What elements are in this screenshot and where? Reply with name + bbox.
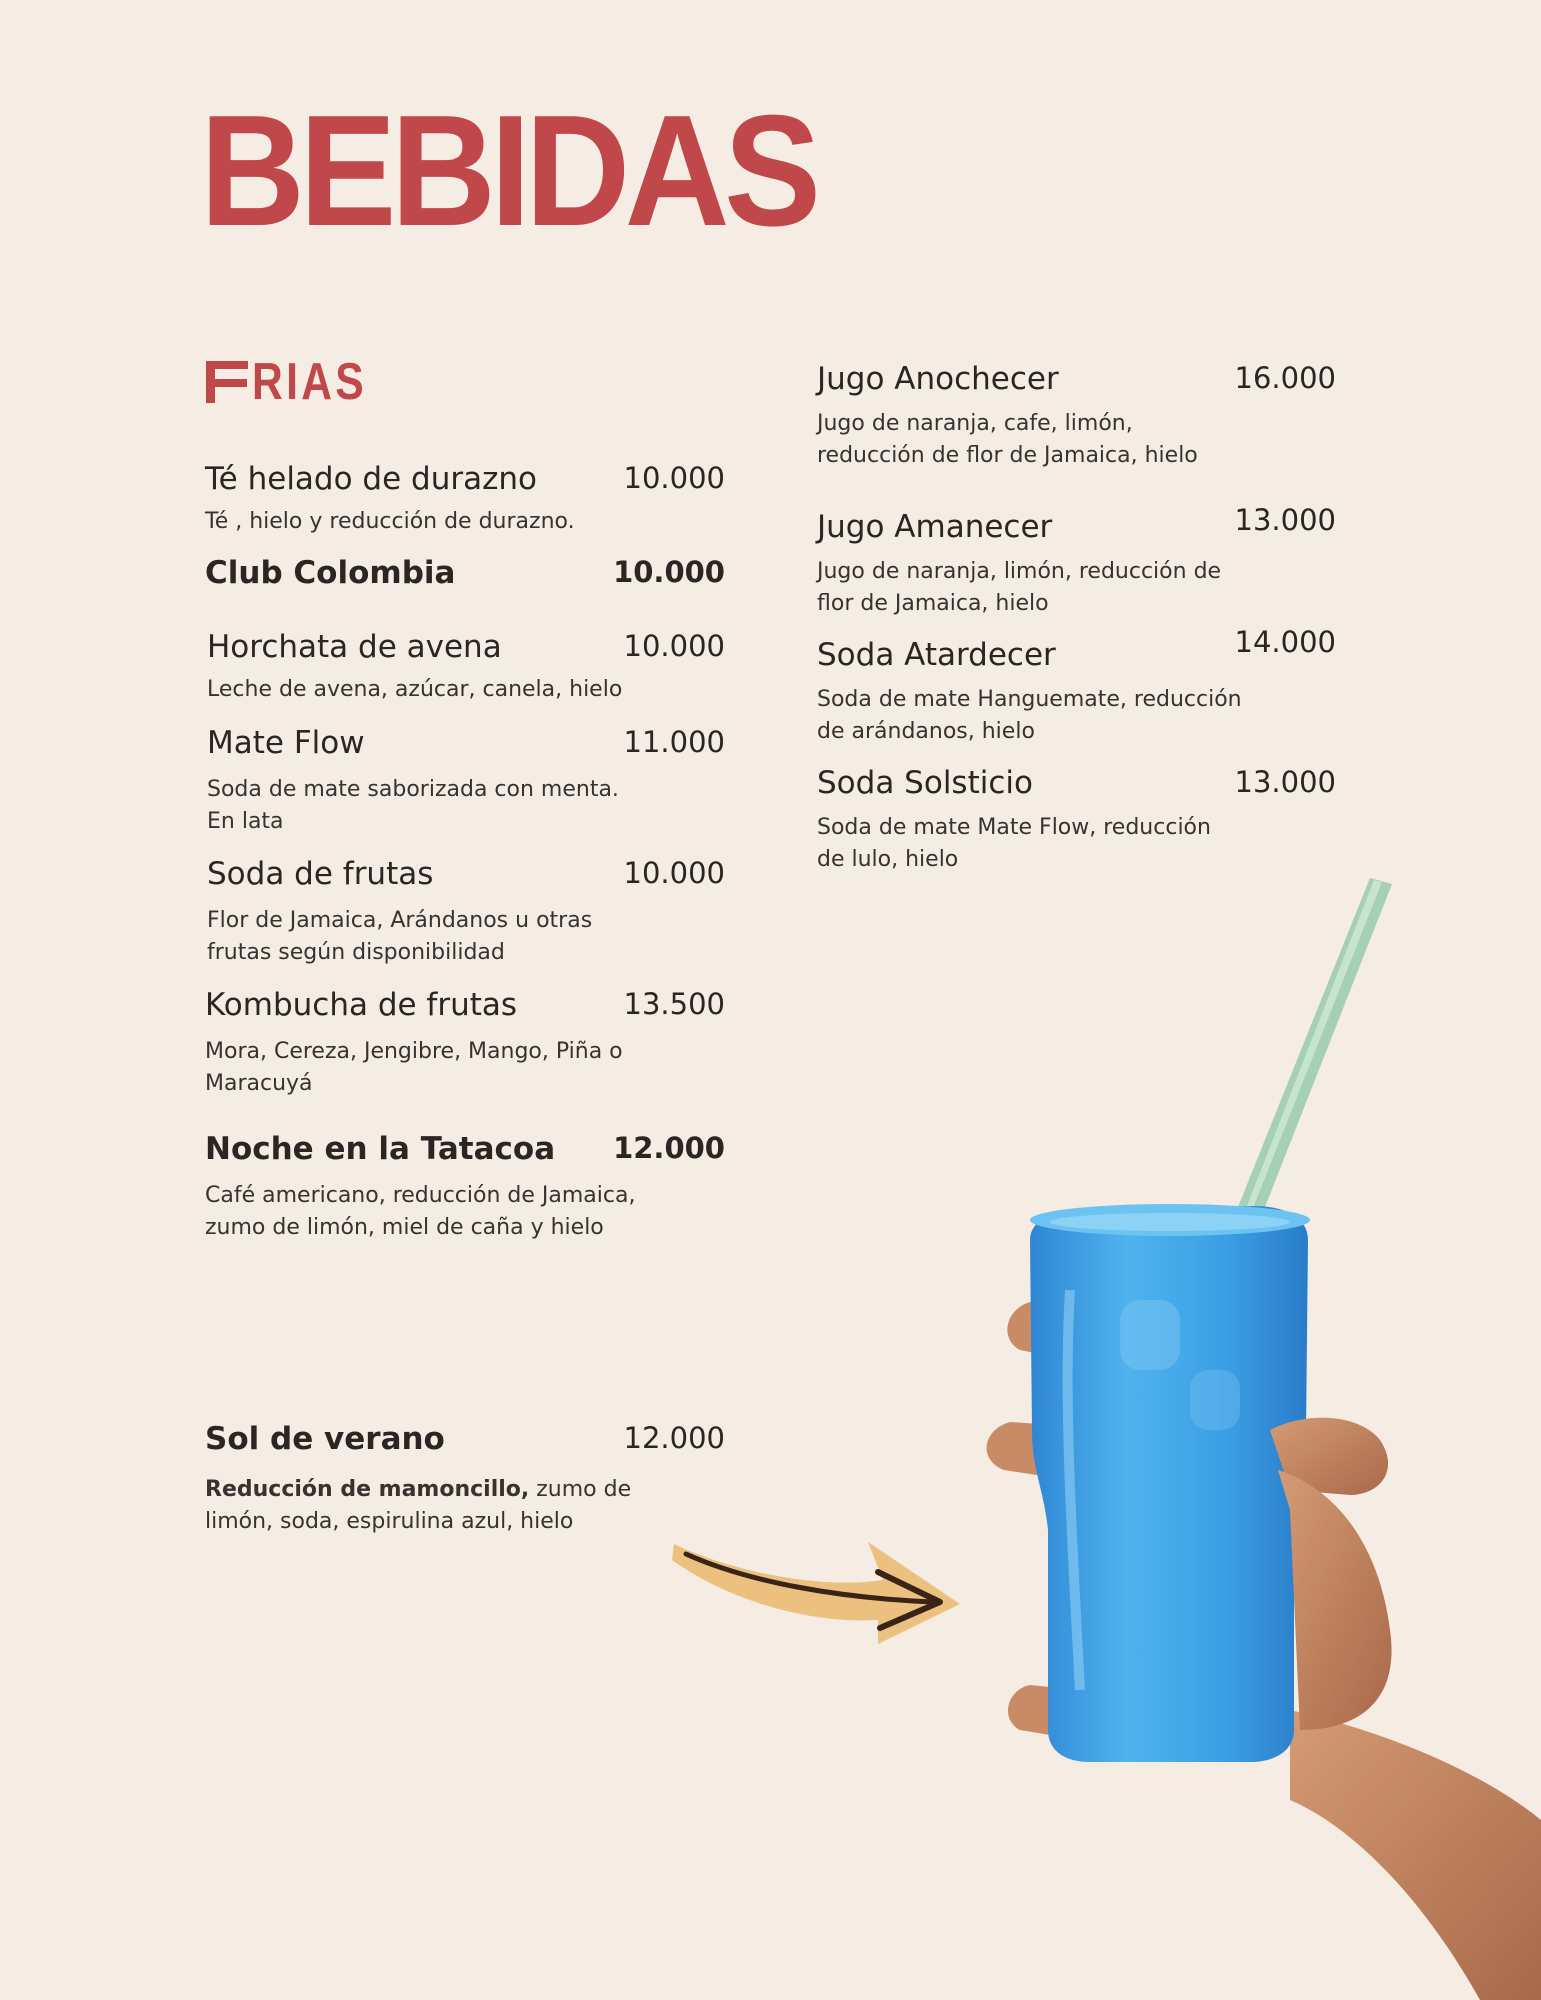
item-description: Té , hielo y reducción de durazno. [205, 509, 575, 534]
item-price: 11.000 [623, 725, 725, 759]
item-name: Mate Flow [207, 725, 365, 761]
item-description-bold: Reducción de mamoncillo, [205, 1477, 530, 1502]
item-description: Soda de mate Hanguemate, reducción de arándanos, hielo [817, 687, 1242, 744]
item-description: Leche de avena, azúcar, canela, hielo [207, 677, 623, 702]
item-name: Jugo Amanecer [817, 509, 1053, 545]
item-name: Sol de verano [205, 1421, 445, 1457]
item-price: 12.000 [623, 1421, 725, 1455]
item-description: Café americano, reducción de Jamaica, zumo de limón, miel de caña y hielo [205, 1183, 636, 1240]
item-name: Club Colombia [205, 555, 456, 591]
item-name: Noche en la Tatacoa [205, 1131, 556, 1167]
item-price: 13.000 [1234, 503, 1336, 537]
drink-glass-photo [960, 870, 1541, 2000]
item-description-rest: zumo de limón, soda, espirulina azul, hielo [205, 1477, 632, 1534]
item-name: Kombucha de frutas [205, 987, 518, 1023]
section-bar-mark-icon [206, 359, 250, 405]
item-name: Soda Atardecer [817, 637, 1056, 673]
item-price: 13.500 [623, 987, 725, 1021]
item-description [205, 1474, 635, 1538]
item-name: Té helado de durazno [205, 461, 537, 497]
item-price: 14.000 [1234, 625, 1336, 659]
item-description: Soda de mate Mate Flow, reducción de lulo, hielo [817, 815, 1211, 872]
item-description: Flor de Jamaica, Arándanos u otras frutas según disponibilidad [207, 908, 593, 965]
item-price: 10.000 [623, 856, 725, 890]
item-name: Horchata de avena [207, 629, 502, 665]
item-name: Jugo Anochecer [817, 361, 1059, 397]
item-price: 13.000 [1234, 765, 1336, 799]
page-title: BEBIDAS [200, 83, 816, 259]
item-name: Soda Solsticio [817, 765, 1033, 801]
item-description: Mora, Cereza, Jengibre, Mango, Piña o Maracuyá [205, 1039, 623, 1096]
arrow-right-icon [668, 1520, 968, 1650]
item-description: Jugo de naranja, cafe, limón, reducción de flor de Jamaica, hielo [817, 411, 1198, 468]
item-description: Soda de mate saborizada con menta. En lata [207, 777, 619, 834]
item-name: Soda de frutas [207, 856, 434, 892]
section-label: RIAS [252, 353, 368, 411]
item-price: 12.000 [613, 1131, 725, 1165]
item-price: 10.000 [623, 629, 725, 663]
item-price: 16.000 [1234, 361, 1336, 395]
item-price: 10.000 [613, 555, 725, 589]
item-description: Jugo de naranja, limón, reducción de flor de Jamaica, hielo [817, 559, 1222, 616]
item-price: 10.000 [623, 461, 725, 495]
section-heading [206, 353, 392, 411]
